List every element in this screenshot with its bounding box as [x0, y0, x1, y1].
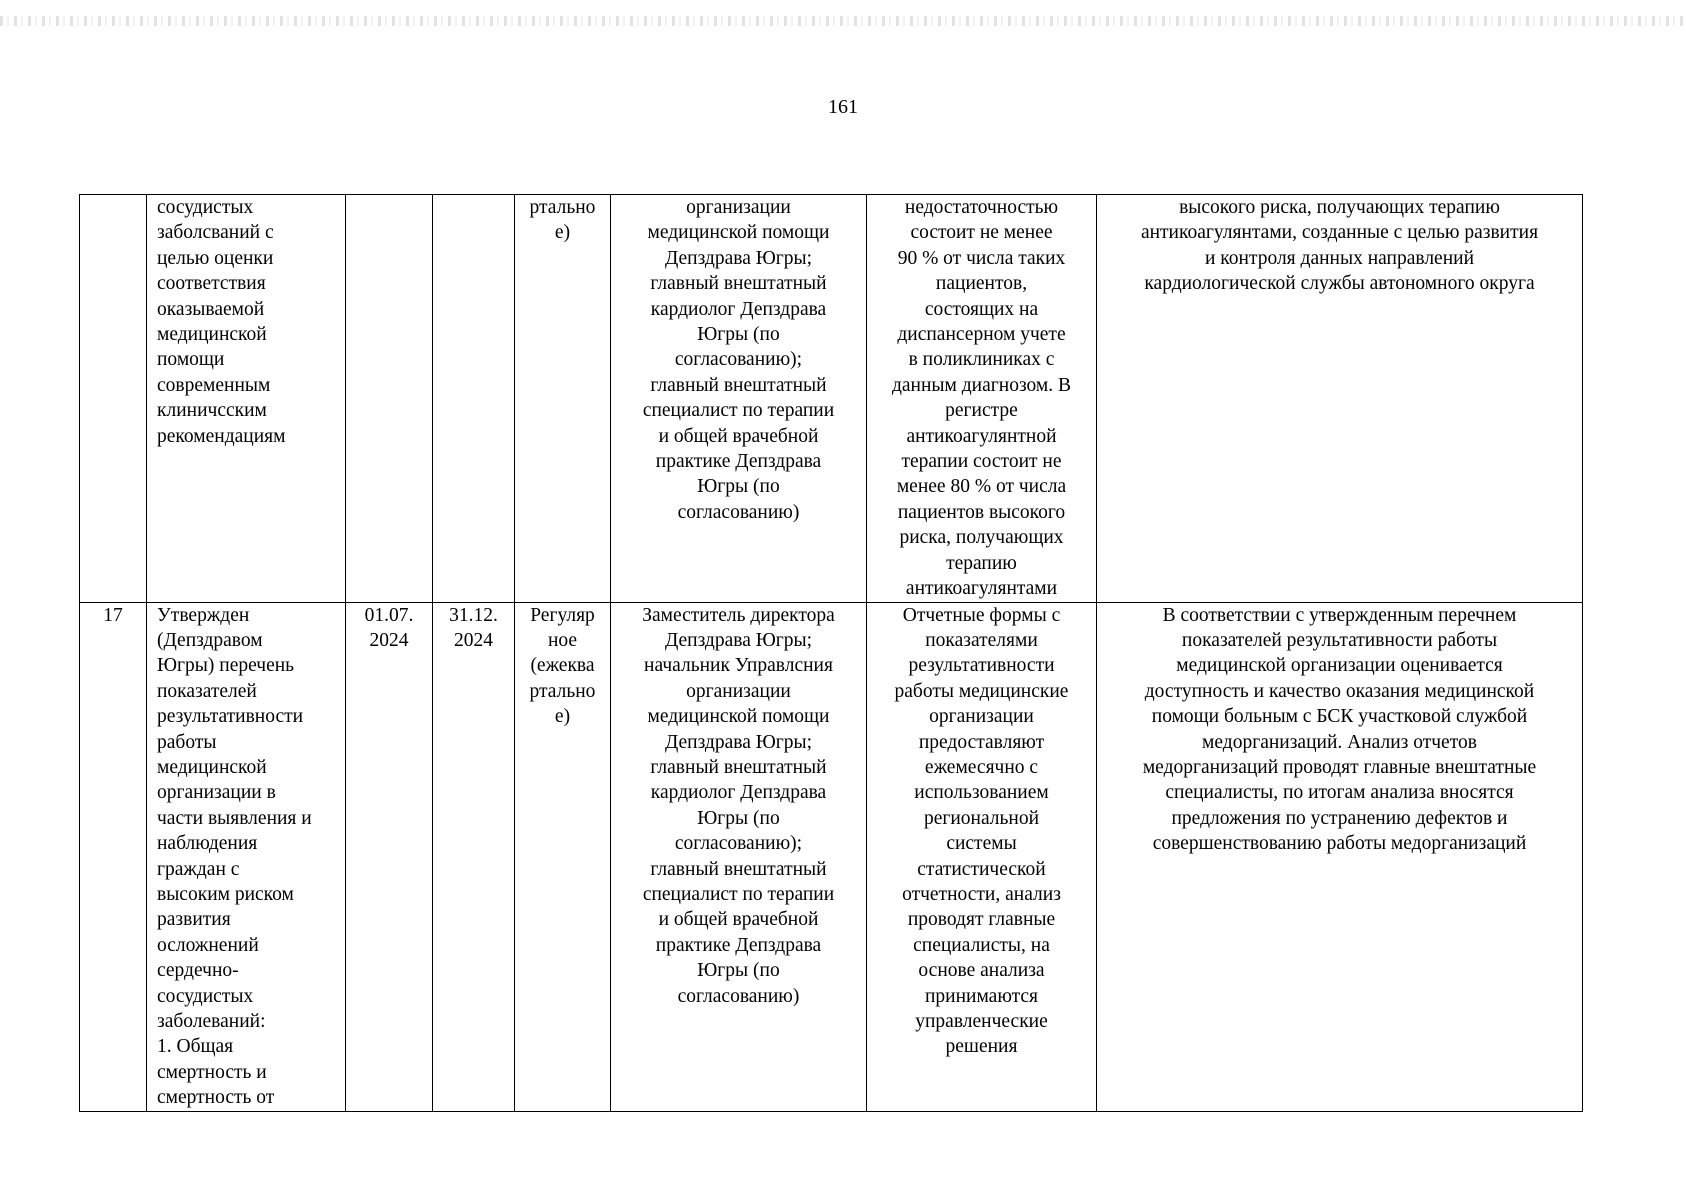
end-date-cell [433, 195, 515, 603]
indicator-cell: Отчетные формы с показателями результативности работы медицинские организации предоставляют ежемесячно с использованием региональной системы статистической отчетности, анализ проводят главные специалисты, на основе анализа принимаются управленческие решения [867, 602, 1097, 1111]
start-date-cell: 01.07. 2024 [346, 602, 433, 1111]
row-number-cell: 17 [80, 602, 147, 1111]
start-date-cell [346, 195, 433, 603]
result-cell: высокого риска, получающих терапию антикоагулянтами, созданные с целью развития и контроля данных направлений кардиологической службы автономного округа [1097, 195, 1583, 603]
responsible-cell: организации медицинской помощи Депздрава Югры; главный внештатный кардиолог Депздрава Югры (по согласованию); главный внештатный специалист по терапии и общей врачебной практике Депздрава Югры (по согласованию) [611, 195, 867, 603]
row-number-cell [80, 195, 147, 603]
result-cell: В соответствии с утвержденным перечнем показателей результативности работы медицинской организации оценивается доступность и качество оказания медицинской помощи больным с БСК участковой службой медорганизаций. Анализ отчетов медорганизаций проводят главные внештатные специалисты, по итогам анализа вносятся предложения по устранению дефектов и совершенствованию работы медорганизаций [1097, 602, 1583, 1111]
end-date-cell: 31.12. 2024 [433, 602, 515, 1111]
measures-table [79, 194, 1583, 1112]
responsible-cell: Заместитель директора Депздрава Югры; начальник Управлсния организации медицинской помощи Депздрава Югры; главный внештатный кардиолог Депздрава Югры (по согласованию); главный внештатный специалист по терапии и общей врачебной практике Депздрава Югры (по согласованию) [611, 602, 867, 1111]
page-number: 161 [828, 96, 858, 118]
table-row [80, 602, 1583, 1111]
indicator-cell: недостаточностью состоит не менее 90 % от числа таких пациентов, состоящих на диспансерном учете в поликлиниках с данным диагнозом. В регистре антикоагулянтной терапии состоит не менее 80 % от числа пациентов высокого риска, получающих терапию антикоагулянтами [867, 195, 1097, 603]
periodicity-cell: Регуляр ное (ежеква ртально е) [515, 602, 611, 1111]
periodicity-cell: ртально е) [515, 195, 611, 603]
table-row [80, 195, 1583, 603]
measure-cell: сосудистых заболсваний с целью оценки соответствия оказываемой медицинской помощи современным клиничсским рекомендациям [147, 195, 346, 603]
measure-cell: Утвержден (Депздравом Югры) перечень показателей результативности работы медицинской организации в части выявления и наблюдения граждан с высоким риском развития осложнений сердечно- сосудистых заболеваний: 1. Общая смертность и смертность от [147, 602, 346, 1111]
scan-artifact [0, 16, 1686, 26]
